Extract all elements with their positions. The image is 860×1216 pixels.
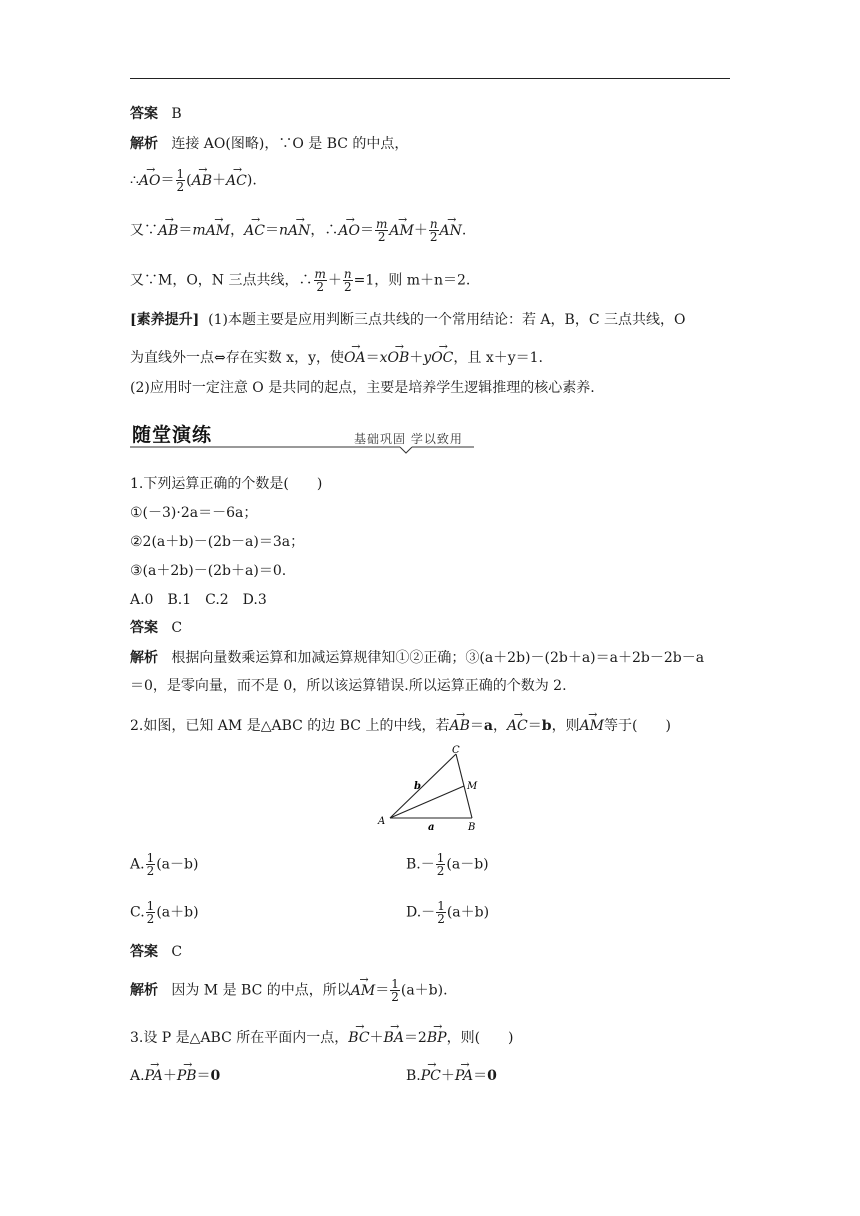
label-a-point: A [378,816,386,827]
q1-item-3: ③(a＋2b)－(2b＋a)＝0. [130,563,287,579]
label-vector-a: a [428,822,435,833]
q1-stem: 1.下列运算正确的个数是( ) [130,476,323,492]
q2-option-c: C. $\frac{1}{2}$ (a＋b) [130,899,199,926]
label-c-point: C [452,745,460,756]
label-b-point: B [468,822,476,833]
q2-option-d: D.－ $\frac{1}{2}$ (a＋b) [406,899,490,926]
triangle-figure [376,744,486,836]
header-rule [130,78,730,79]
section-title: 随堂演练 [132,424,213,446]
q3-option-b: B.→ PC＋→ PA＝0 [406,1066,497,1086]
q2-option-b: B.－ $\frac{1}{2}$ (a－b) [406,851,489,878]
q1-item-2: ②2(a＋b)－(2b－a)＝3a； [130,534,305,550]
q3-option-a: A.→ PA＋→ PB＝0 [130,1066,220,1086]
equation-collinear: 又∵M，O，N 三点共线，∴ $\frac{m}{2}$ ＋ $\frac{n}{2}$ =1，则 m＋n＝2. [130,267,471,294]
ability-line-2: 为直线外一点⇔存在实数 x，y，使→ OA＝x→ OB＋y→ OC，且 x＋y＝1. [130,348,543,368]
equation-am-an: 又∵→ AB＝m→ AM，→ AC＝n→ AN，∴→ AO＝ $\frac{m}{2}$ → AM＋ $\frac{n}{2}$ → AN. [130,218,466,243]
q2-option-a: A. $\frac{1}{2}$ (a－b) [130,851,199,878]
q2-stem: 2.如图，已知 AM 是△ABC 的边 BC 上的中线，若→ AB＝a，→ AC＝b，则→ AM等于( ) [130,716,671,736]
vector-b [390,754,456,818]
section-subtitle: 基础巩固 学以致用 [354,432,463,446]
ability-line-1: [素养提升] (1)本题主要是应用判断三点共线的一个常用结论：若 A，B，C 三点共线，O [130,312,686,328]
q2-analysis: 解析 因为 M 是 BC 的中点，所以→ AM＝ $\frac{1}{2}$ (a＋b). [130,978,448,1003]
equation-ao: ∴→ AO＝ $\frac{1}{2}$ (→ AB＋→ AC). [130,168,257,193]
q1-answer: 答案 C [130,620,183,636]
q1-analysis-2: ＝0，是零向量，而不是 0，所以该运算错误.所以运算正确的个数为 2. [130,678,567,694]
q1-options: A.0 B.1 C.2 D.3 [130,592,267,608]
section-header [130,420,474,452]
analysis-line-1: 解析 连接 AO(图略)，∵O 是 BC 的中点， [130,136,409,152]
q1-item-1: ①(－3)·2a＝－6a； [130,505,258,521]
answer-line-1: 答案 B [130,106,182,122]
median-am [390,786,464,818]
q1-analysis-1: 解析 根据向量数乘运算和加减运算规律知①②正确；③(a＋2b)－(2b＋a)＝a＋2b－2b－a [130,650,705,666]
ability-line-3: (2)应用时一定注意 O 是共同的起点，主要是培养学生逻辑推理的核心素养. [130,380,595,396]
q3-stem: 3.设 P 是△ABC 所在平面内一点，→ BC＋→ BA＝2→ BP，则( ) [130,1028,514,1048]
label-m-point: M [467,781,478,792]
q2-answer: 答案 C [130,944,183,960]
label-vector-b: b [414,781,421,792]
